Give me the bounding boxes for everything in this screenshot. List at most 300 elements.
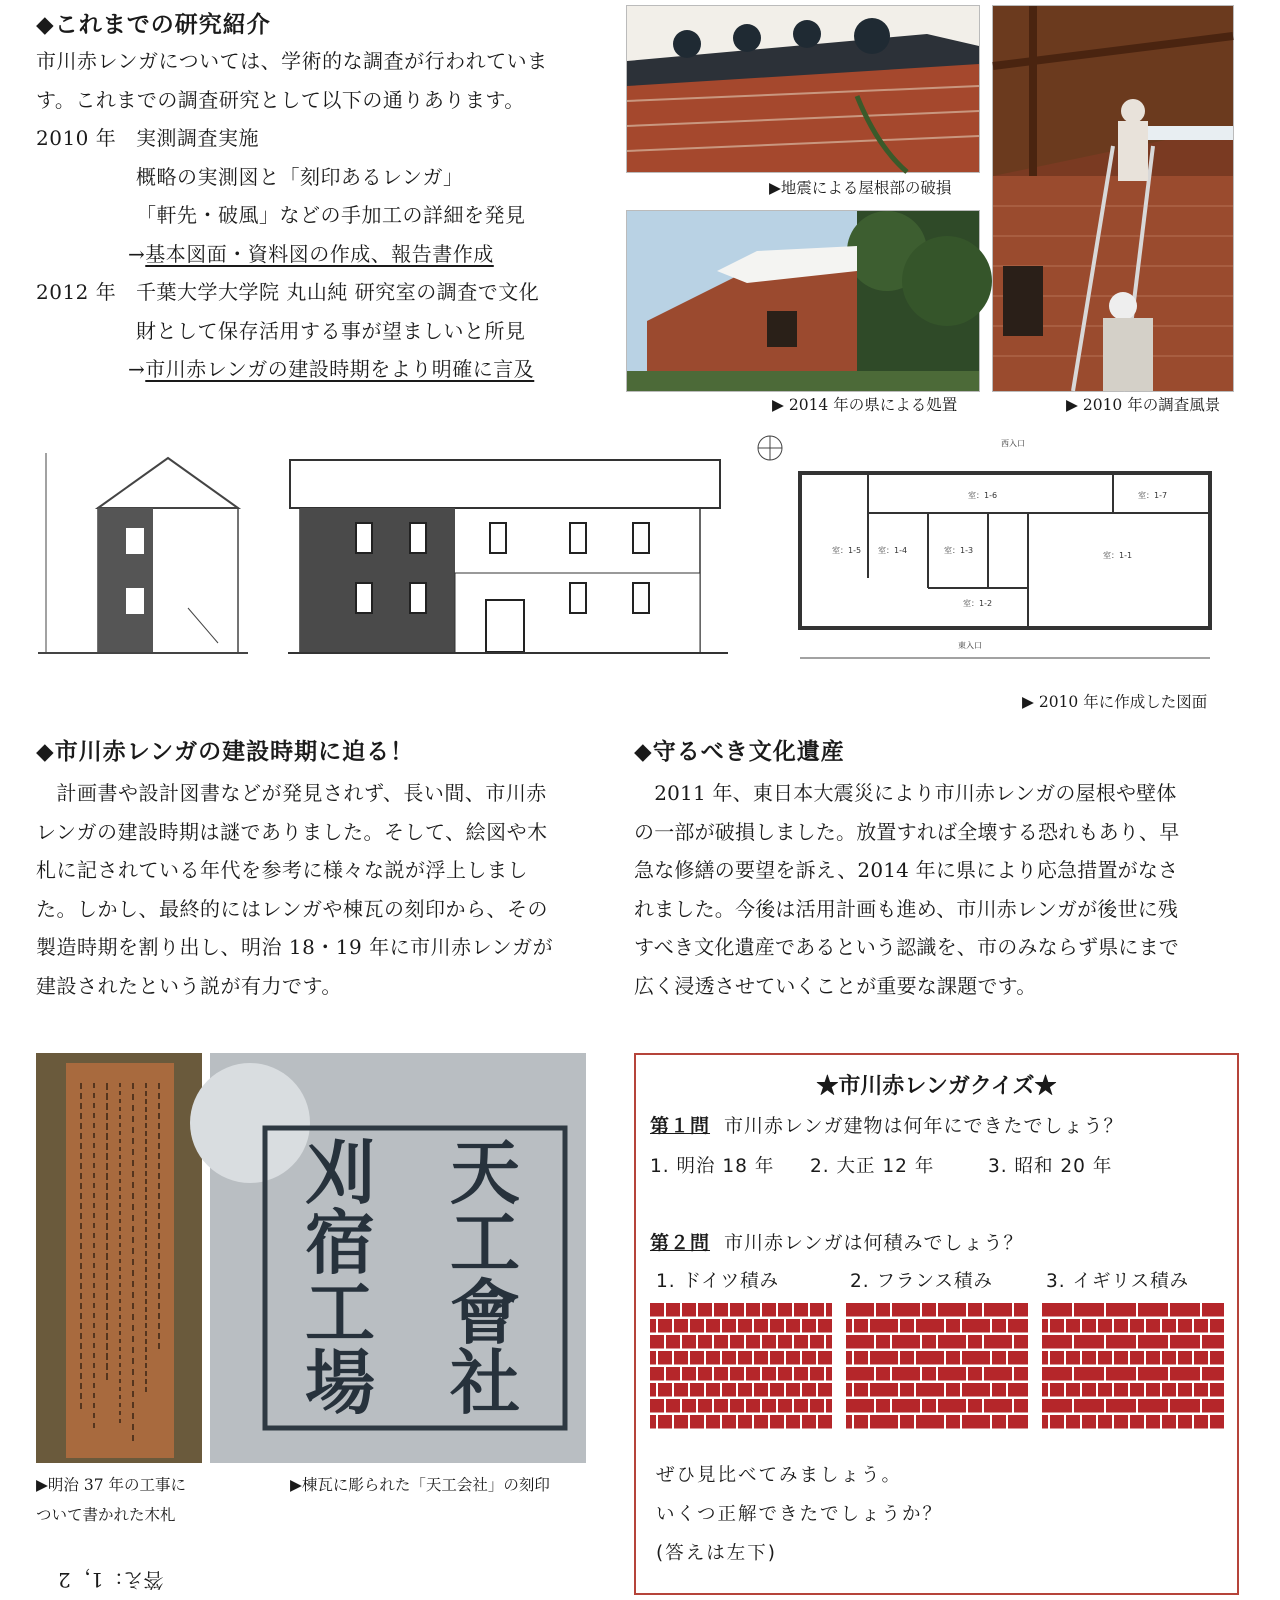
brick	[938, 1367, 966, 1381]
stamp-char: 社	[450, 1341, 520, 1424]
brick	[1066, 1319, 1080, 1333]
brick	[1170, 1335, 1200, 1349]
brick	[846, 1415, 852, 1429]
brick	[870, 1319, 898, 1333]
brick	[826, 1367, 832, 1381]
stamp-char: 工	[305, 1271, 375, 1354]
brick	[650, 1319, 656, 1333]
brick	[846, 1383, 852, 1397]
construction-line: 計画書や設計図書などが発見されず、長い間、市川赤	[36, 781, 547, 805]
brick	[1114, 1319, 1128, 1333]
brick	[938, 1399, 966, 1413]
brick	[1146, 1351, 1160, 1365]
brick	[1014, 1303, 1028, 1317]
brick	[722, 1319, 736, 1333]
prefecture-treatment-photo	[626, 210, 980, 392]
brick	[946, 1351, 960, 1365]
brick	[658, 1319, 672, 1333]
brick	[698, 1335, 712, 1349]
brick	[1066, 1415, 1080, 1429]
question-1-number: 第１問	[650, 1115, 711, 1137]
heritage-line: 2011 年、東日本大震災により市川赤レンガの屋根や壁体	[634, 781, 1177, 805]
brick	[682, 1399, 696, 1413]
brick	[1082, 1319, 1096, 1333]
stamp-char: 宿	[305, 1201, 375, 1284]
brick	[738, 1319, 752, 1333]
brick	[1042, 1383, 1048, 1397]
brick	[746, 1303, 760, 1317]
brick	[1098, 1415, 1112, 1429]
wooden-plaque-photo	[36, 1053, 202, 1463]
brick	[900, 1383, 914, 1397]
brick	[900, 1319, 914, 1333]
brick	[1114, 1383, 1128, 1397]
year-2012-result-row	[36, 350, 596, 389]
bond-french-pattern	[846, 1303, 1030, 1431]
brick	[1008, 1319, 1028, 1333]
brick	[802, 1415, 816, 1429]
brick	[1210, 1351, 1224, 1365]
brick	[946, 1319, 960, 1333]
brick	[1162, 1351, 1176, 1365]
brick	[876, 1335, 890, 1349]
brick	[854, 1383, 868, 1397]
brick	[1194, 1319, 1208, 1333]
brick	[690, 1351, 704, 1365]
brick	[1202, 1367, 1224, 1381]
brick	[658, 1351, 672, 1365]
construction-line: た。しかし、最終的にはレンガや棟瓦の刻印から、その	[36, 896, 548, 921]
research-heading: ◆これまでの研究紹介	[36, 11, 271, 38]
brick	[854, 1319, 868, 1333]
construction-line: 建設されたという説が有力です。	[36, 973, 342, 998]
brick	[818, 1319, 832, 1333]
construction-line: 製造時期を割り出し、明治 18・19 年に市川赤レンガが	[36, 935, 554, 959]
brick	[1146, 1383, 1160, 1397]
brick	[876, 1367, 890, 1381]
brick	[870, 1415, 898, 1429]
brick	[666, 1367, 680, 1381]
brick	[698, 1399, 712, 1413]
brick	[1082, 1383, 1096, 1397]
brick	[962, 1319, 990, 1333]
q2-option: 2. フランス積み	[850, 1271, 993, 1292]
brick	[1014, 1367, 1028, 1381]
brick	[962, 1351, 990, 1365]
plan-label: 西入口	[1001, 439, 1025, 448]
brick	[818, 1351, 832, 1365]
section-drawing	[38, 453, 248, 653]
brick	[1194, 1383, 1208, 1397]
brick	[698, 1303, 712, 1317]
quiz-title: ★市川赤レンガクイズ★	[816, 1073, 1057, 1099]
brick	[770, 1319, 784, 1333]
brick	[992, 1383, 1006, 1397]
brick	[786, 1383, 800, 1397]
year-2012: 2012 年	[36, 280, 117, 304]
brick	[846, 1335, 874, 1349]
plan-label: 室：1-1	[1103, 551, 1133, 560]
brick	[714, 1367, 728, 1381]
brick	[962, 1415, 990, 1429]
year-2010-result-row	[36, 235, 596, 274]
brick	[938, 1303, 966, 1317]
brick	[682, 1335, 696, 1349]
brick	[1042, 1399, 1072, 1413]
stamp-column-left	[305, 1131, 385, 1424]
bond-german-pattern	[650, 1303, 834, 1431]
prefecture-treatment-caption: ▶ 2014 年の県による処置	[772, 396, 958, 414]
brick	[1130, 1319, 1144, 1333]
brick	[706, 1351, 720, 1365]
brick	[778, 1335, 792, 1349]
plan-label: 室：1-6	[968, 491, 998, 500]
heritage-text	[634, 774, 1239, 1005]
question-1-text: 市川赤レンガ建物は何年にできたでしょう？	[724, 1115, 1124, 1137]
plan-label: 室：1-5	[832, 546, 862, 555]
heritage-line: 広く浸透させていくことが重要な課題です。	[634, 973, 1037, 998]
brick	[650, 1335, 664, 1349]
year-2010: 2010 年	[36, 126, 117, 150]
brick	[846, 1351, 852, 1365]
brick	[1170, 1367, 1200, 1381]
brick	[1074, 1399, 1104, 1413]
brick	[690, 1415, 704, 1429]
brick	[770, 1351, 784, 1365]
brick	[1210, 1319, 1224, 1333]
brick	[778, 1303, 792, 1317]
survey-photo	[992, 5, 1234, 392]
roof-tile-stamp-photo	[210, 1053, 586, 1463]
brick	[968, 1303, 982, 1317]
brick	[1170, 1303, 1200, 1317]
brick	[1130, 1351, 1144, 1365]
brick	[778, 1367, 792, 1381]
year-2012-item: 千葉大学大学院 丸山純 研究室の調査で文化	[136, 280, 540, 304]
brick	[846, 1303, 874, 1317]
stamp-char: 天	[450, 1131, 520, 1214]
brick	[650, 1303, 664, 1317]
plan-label: 室：1-4	[878, 546, 908, 555]
brick	[854, 1415, 868, 1429]
brick	[1066, 1351, 1080, 1365]
brick	[810, 1303, 824, 1317]
brick	[968, 1399, 982, 1413]
brick	[810, 1335, 824, 1349]
brick	[746, 1335, 760, 1349]
stamp-char: 場	[305, 1341, 375, 1424]
closing-line: ぜひ見比べてみましょう。	[656, 1465, 903, 1486]
question-1	[650, 1111, 1124, 1138]
brick	[1042, 1303, 1072, 1317]
brick	[892, 1399, 920, 1413]
brick	[1106, 1367, 1136, 1381]
brick	[770, 1415, 784, 1429]
plan-label: 室：1-7	[1138, 491, 1168, 500]
heritage-line: の一部が破損しました。放置すれば全壊する恐れもあり、早	[634, 819, 1180, 844]
brick	[802, 1383, 816, 1397]
year-2010-result: 基本図面・資料図の作成、報告書作成	[145, 241, 494, 266]
brick	[1008, 1351, 1028, 1365]
stamp-char: 會	[450, 1271, 520, 1354]
q1-option: 1. 明治 18 年	[650, 1156, 775, 1177]
brick	[1194, 1415, 1208, 1429]
brick	[674, 1415, 688, 1429]
architectural-drawings	[38, 439, 1238, 668]
brick	[826, 1335, 832, 1349]
brick	[922, 1335, 936, 1349]
brick	[984, 1367, 1012, 1381]
brick	[722, 1351, 736, 1365]
research-text	[36, 42, 596, 389]
brick	[1114, 1351, 1128, 1365]
plan-label: 室：1-3	[944, 546, 974, 555]
brick	[1146, 1319, 1160, 1333]
brick	[1202, 1303, 1224, 1317]
bond-english-pattern	[1042, 1303, 1226, 1431]
brick	[1106, 1399, 1136, 1413]
brick	[658, 1383, 672, 1397]
closing-line: いくつ正解できたでしょうか？	[656, 1504, 944, 1525]
brick	[1066, 1383, 1080, 1397]
construction-text	[36, 774, 596, 1005]
brick	[984, 1399, 1012, 1413]
brick	[1050, 1415, 1064, 1429]
brick	[916, 1319, 944, 1333]
brick	[1210, 1383, 1224, 1397]
brick	[1114, 1415, 1128, 1429]
heritage-line: れました。今後は活用計画も進め、市川赤レンガが後世に残	[634, 896, 1179, 921]
brick	[786, 1319, 800, 1333]
stamp-caption: ▶棟瓦に彫られた「天工会社」の刻印	[290, 1476, 550, 1494]
brick	[916, 1415, 944, 1429]
brick	[818, 1383, 832, 1397]
heritage-line: すべき文化遺産であるという認識を、市のみならず県にまで	[634, 935, 1179, 959]
year-2012-detail: 財として保存活用する事が望ましいと所見	[136, 318, 526, 343]
brick	[984, 1303, 1012, 1317]
heritage-line: 急な修繕の要望を訴え、2014 年に県により応急措置がなさ	[634, 858, 1179, 882]
brick	[714, 1303, 728, 1317]
brick	[746, 1367, 760, 1381]
stamp-column-right	[450, 1131, 530, 1424]
brick	[1042, 1351, 1048, 1365]
brick	[818, 1415, 832, 1429]
question-2-number: 第２問	[650, 1232, 711, 1254]
brick	[682, 1367, 696, 1381]
stamp-char: 刈	[305, 1131, 375, 1214]
brick	[1098, 1351, 1112, 1365]
brick	[846, 1319, 852, 1333]
elevation-drawing	[288, 460, 728, 653]
brick	[1082, 1351, 1096, 1365]
brick	[666, 1399, 680, 1413]
brick	[794, 1303, 808, 1317]
brick	[754, 1351, 768, 1365]
brick	[922, 1367, 936, 1381]
floor-plan	[758, 436, 1210, 658]
brick	[916, 1351, 944, 1365]
arrow: →	[128, 241, 146, 266]
brick	[762, 1335, 776, 1349]
brick	[650, 1367, 664, 1381]
brick	[892, 1367, 920, 1381]
brick	[666, 1335, 680, 1349]
brick	[770, 1383, 784, 1397]
brick	[1074, 1367, 1104, 1381]
brick	[690, 1319, 704, 1333]
brick	[1098, 1319, 1112, 1333]
brick	[1178, 1319, 1192, 1333]
brick	[714, 1399, 728, 1413]
brick	[1202, 1399, 1224, 1413]
brick	[1050, 1351, 1064, 1365]
quiz-box	[634, 1053, 1239, 1595]
brick	[1178, 1351, 1192, 1365]
brick	[846, 1399, 874, 1413]
question-2	[650, 1228, 1024, 1255]
brick	[1138, 1399, 1168, 1413]
brick	[690, 1383, 704, 1397]
brick	[738, 1351, 752, 1365]
brick	[786, 1415, 800, 1429]
brick	[802, 1319, 816, 1333]
year-2010-detail: 概略の実測図と「刻印あるレンガ」	[136, 164, 464, 189]
brick	[666, 1303, 680, 1317]
brick	[730, 1303, 744, 1317]
brick	[826, 1399, 832, 1413]
brick	[1138, 1303, 1168, 1317]
brick	[1008, 1383, 1028, 1397]
brick	[938, 1335, 966, 1349]
survey-caption: ▶ 2010 年の調査風景	[1066, 396, 1221, 414]
brick	[786, 1351, 800, 1365]
brick	[682, 1303, 696, 1317]
stamp-char: 工	[450, 1201, 520, 1284]
q1-option: 3. 昭和 20 年	[988, 1156, 1113, 1177]
brick	[754, 1319, 768, 1333]
brick	[1162, 1319, 1176, 1333]
construction-line: レンガの建設時期は謎でありました。そして、絵図や木	[36, 819, 548, 844]
brick	[992, 1415, 1006, 1429]
construction-heading: ◆市川赤レンガの建設時期に迫る！	[36, 738, 415, 765]
brick	[1050, 1319, 1064, 1333]
brick	[1130, 1383, 1144, 1397]
brick	[762, 1367, 776, 1381]
brick	[1008, 1415, 1028, 1429]
plaque-caption-line: ついて書かれた木札	[36, 1506, 176, 1524]
brick	[1042, 1319, 1048, 1333]
brick	[1074, 1303, 1104, 1317]
brick	[762, 1303, 776, 1317]
brick	[658, 1415, 672, 1429]
brick	[1170, 1399, 1200, 1413]
brick	[968, 1367, 982, 1381]
brick	[854, 1351, 868, 1365]
brick	[1014, 1399, 1028, 1413]
brick	[706, 1415, 720, 1429]
brick	[870, 1383, 898, 1397]
brick	[962, 1383, 990, 1397]
brick	[1074, 1335, 1104, 1349]
brick	[754, 1415, 768, 1429]
brick	[698, 1367, 712, 1381]
brick	[746, 1399, 760, 1413]
brick	[810, 1367, 824, 1381]
brick	[846, 1367, 874, 1381]
construction-line: 札に記されている年代を参考に様々な説が浮上しまし	[36, 858, 528, 882]
brick	[870, 1351, 898, 1365]
brick	[802, 1351, 816, 1365]
brick	[650, 1415, 656, 1429]
brick	[1162, 1415, 1176, 1429]
brick	[722, 1415, 736, 1429]
q1-option: 2. 大正 12 年	[810, 1156, 935, 1177]
brick	[810, 1399, 824, 1413]
brick	[1050, 1383, 1064, 1397]
year-2010-item: 実測調査実施	[136, 126, 259, 150]
brick	[674, 1351, 688, 1365]
brick	[1098, 1383, 1112, 1397]
brick	[1138, 1367, 1168, 1381]
year-2012-row	[36, 273, 596, 312]
brick	[794, 1367, 808, 1381]
brick	[876, 1399, 890, 1413]
brick	[706, 1383, 720, 1397]
brick	[968, 1335, 982, 1349]
brick	[650, 1383, 656, 1397]
brick	[738, 1415, 752, 1429]
brick	[714, 1335, 728, 1349]
brick	[1210, 1415, 1224, 1429]
brick	[730, 1399, 744, 1413]
brick	[738, 1383, 752, 1397]
brick	[946, 1383, 960, 1397]
research-intro-line: 市川赤レンガについては、学術的な調査が行われていま	[36, 49, 548, 73]
brick	[674, 1319, 688, 1333]
brick	[900, 1351, 914, 1365]
q2-option: 1. ドイツ積み	[656, 1271, 780, 1292]
brick	[762, 1399, 776, 1413]
brick	[730, 1367, 744, 1381]
brick	[794, 1399, 808, 1413]
q2-option: 3. イギリス積み	[1046, 1271, 1190, 1292]
plaque-caption-line: ▶明治 37 年の工事に	[36, 1476, 186, 1494]
year-2010-row	[36, 119, 596, 158]
brick	[892, 1303, 920, 1317]
brick	[1042, 1367, 1072, 1381]
roof-damage-caption: ▶地震による屋根部の破損	[769, 179, 952, 197]
closing-line: (答えは左下)	[656, 1543, 777, 1564]
brick	[650, 1399, 664, 1413]
brick	[706, 1319, 720, 1333]
research-intro-line: す。これまでの調査研究として以下の通りあります。	[36, 87, 525, 112]
question-2-text: 市川赤レンガは何積みでしょう？	[724, 1232, 1024, 1254]
brick	[1014, 1335, 1028, 1349]
brick	[794, 1335, 808, 1349]
brick	[916, 1383, 944, 1397]
year-2010-detail: 「軒先・破風」などの手加工の詳細を発見	[136, 203, 526, 227]
brick	[1194, 1351, 1208, 1365]
brick	[730, 1335, 744, 1349]
brick	[876, 1303, 890, 1317]
brick	[1106, 1303, 1136, 1317]
brick	[1106, 1335, 1136, 1349]
plan-label: 室：1-2	[963, 599, 993, 608]
drawings-caption: ▶ 2010 年に作成した図面	[1022, 693, 1208, 711]
brick	[754, 1383, 768, 1397]
brick	[1162, 1383, 1176, 1397]
brick	[1178, 1383, 1192, 1397]
